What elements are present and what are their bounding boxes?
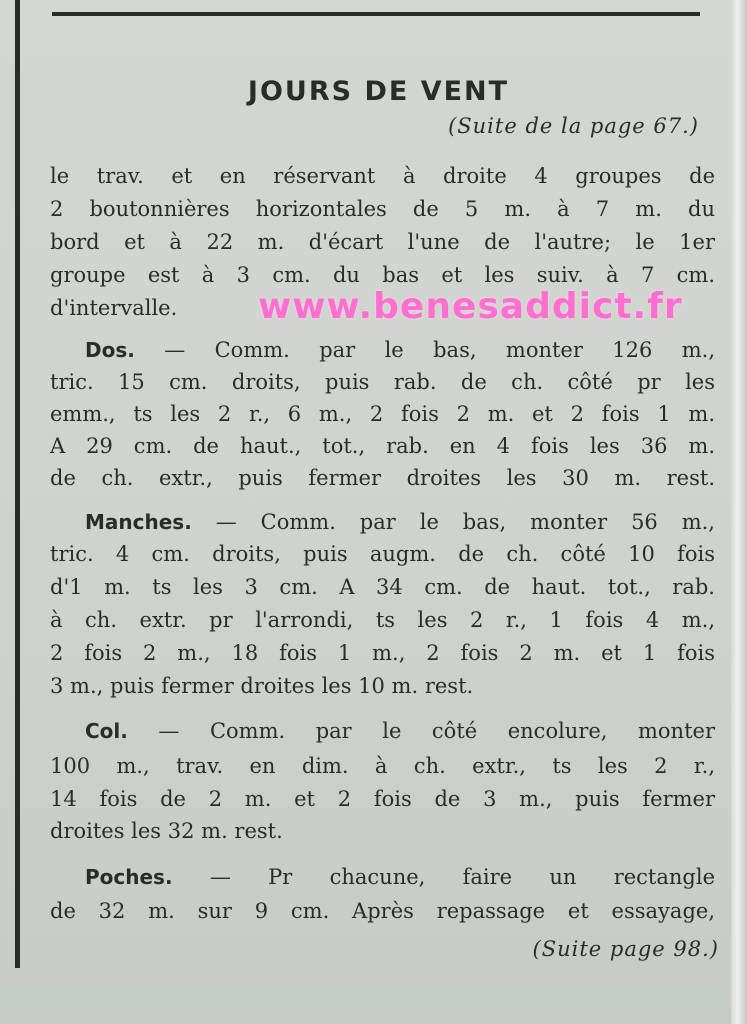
section-heading: Col.: [85, 719, 128, 743]
continued-to-note: (Suite page 98.): [532, 937, 719, 961]
text-line: — Comm. par le bas, monter 126 m.,: [164, 338, 715, 362]
section-first-line: [85, 862, 715, 892]
text-line: groupe est à 3 cm. du bas et les suiv. à 7 cm.: [50, 263, 715, 287]
text-line: de ch. extr., puis fermer droites les 30 m. rest.: [50, 466, 715, 490]
text-line: tric. 4 cm. droits, puis augm. de ch. côté 10 fois: [50, 542, 715, 566]
text-line: emm., ts les 2 r., 6 m., 2 fois 2 m. et 2 fois 1 m.: [50, 402, 715, 426]
continued-from-note: (Suite de la page 67.): [448, 114, 699, 138]
text-line: d'1 m. ts les 3 cm. A 34 cm. de haut. tot., rab.: [50, 575, 715, 599]
text-line: — Comm. par le côté encolure, monter: [158, 719, 715, 743]
watermark: www.benesaddict.fr: [258, 286, 683, 327]
text-line: à ch. extr. pr l'arrondi, ts les 2 r., 1 fois 4 m.,: [50, 608, 715, 632]
text-line: de 32 m. sur 9 cm. Après repassage et essayage,: [50, 899, 715, 923]
text-line: — Comm. par le bas, monter 56 m.,: [215, 510, 715, 534]
text-line: d'intervalle.: [50, 296, 178, 320]
text-line: 14 fois de 2 m. et 2 fois de 3 m., puis fermer: [50, 787, 715, 811]
article-title: JOURS DE VENT: [247, 76, 510, 107]
section-heading: Manches.: [85, 510, 192, 534]
section-heading: Dos.: [85, 338, 135, 362]
text-line: — Pr chacune, faire un rectangle: [209, 865, 715, 889]
left-column-rule: [15, 0, 20, 968]
text-line: bord et à 22 m. d'écart l'une de l'autre; le 1er: [50, 230, 715, 254]
text-line: 2 boutonnières horizontales de 5 m. à 7 m. du: [50, 197, 715, 221]
text-line: 100 m., trav. en dim. à ch. extr., ts les 2 r.,: [50, 754, 715, 778]
section-first-line: [85, 335, 715, 365]
top-rule: [52, 12, 700, 16]
text-line: 3 m., puis fermer droites les 10 m. rest.: [50, 674, 474, 698]
section-first-line: [85, 507, 715, 537]
text-line: tric. 15 cm. droits, puis rab. de ch. côté pr les: [50, 370, 715, 394]
page-edge: [731, 0, 747, 1024]
text-line: 2 fois 2 m., 18 fois 1 m., 2 fois 2 m. et 1 fois: [50, 641, 715, 665]
text-line: droites les 32 m. rest.: [50, 819, 283, 843]
section-heading: Poches.: [85, 865, 173, 889]
text-line: le trav. et en réservant à droite 4 groupes de: [50, 164, 715, 188]
text-line: A 29 cm. de haut., tot., rab. en 4 fois les 36 m.: [50, 434, 715, 458]
section-first-line: [85, 716, 715, 746]
